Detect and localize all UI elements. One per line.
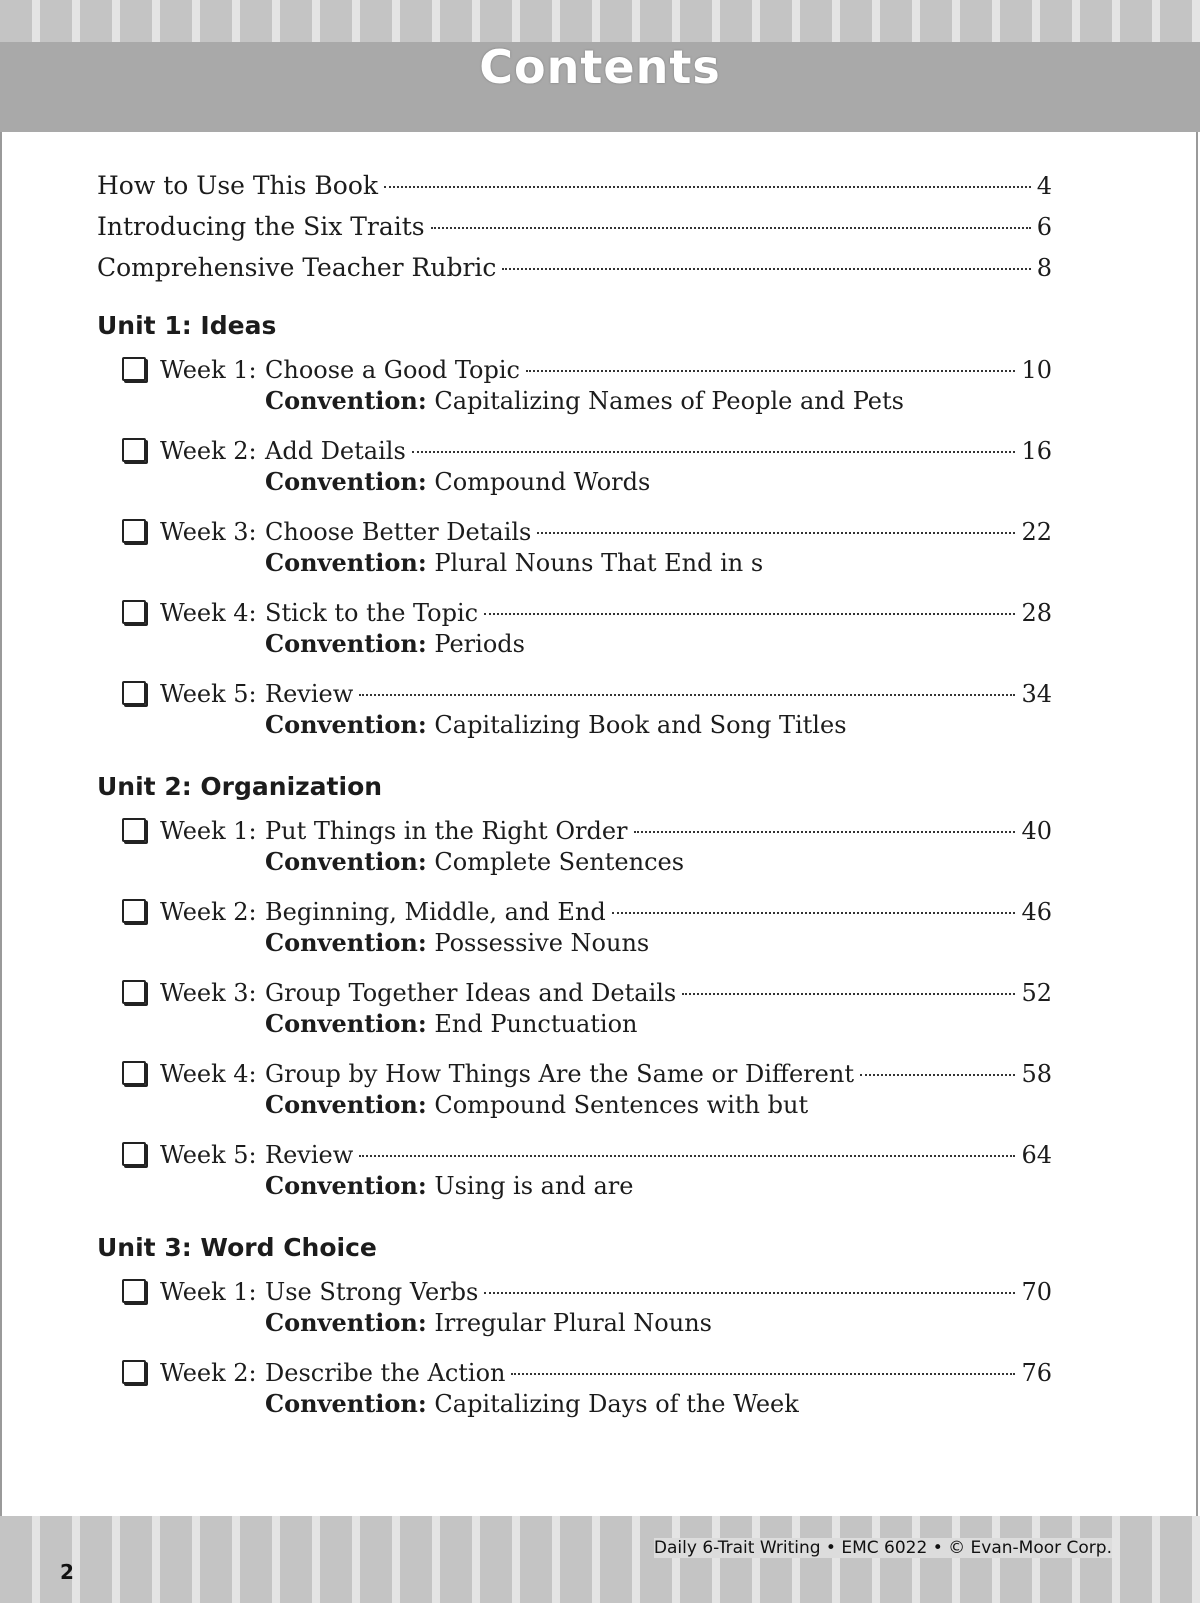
convention-label: Convention: (265, 629, 427, 658)
week-entry[interactable] (97, 1058, 1052, 1139)
convention-line (122, 1090, 1052, 1120)
week-title: Beginning, Middle, and End (265, 898, 606, 926)
dot-leader (359, 1155, 1015, 1157)
unit-heading: Unit 3: Word Choice (97, 1233, 377, 1262)
convention-label: Convention: (265, 1389, 427, 1418)
week-title: Review (265, 1141, 354, 1169)
week-checkbox[interactable] (122, 1279, 146, 1303)
week-title: Group by How Things Are the Same or Different (265, 1060, 854, 1088)
convention-text: Possessive Nouns (434, 929, 650, 957)
bottom-stripe-border (0, 1516, 1200, 1603)
dot-leader (537, 532, 1015, 534)
week-row (122, 678, 1052, 710)
week-checkbox[interactable] (122, 600, 146, 624)
convention-label: Convention: (265, 1171, 427, 1200)
week-entry[interactable] (97, 896, 1052, 977)
week-entry[interactable] (97, 516, 1052, 597)
convention-label: Convention: (265, 467, 427, 496)
week-checkbox[interactable] (122, 899, 146, 923)
convention-line (122, 710, 1052, 740)
week-row (122, 1357, 1052, 1389)
table-of-contents (97, 165, 1052, 1446)
week-checkbox[interactable] (122, 1142, 146, 1166)
week-checkbox[interactable] (122, 438, 146, 462)
convention-text: Compound Sentences with but (434, 1091, 809, 1119)
convention-line (122, 548, 1052, 578)
week-entry[interactable] (97, 597, 1052, 678)
week-row (122, 1139, 1052, 1171)
toc-entry-page: 8 (1036, 254, 1052, 282)
week-label: Week 5: (160, 680, 257, 708)
week-label: Week 2: (160, 898, 257, 926)
week-list (97, 354, 1052, 759)
unit-heading: Unit 2: Organization (97, 772, 383, 801)
convention-text: Complete Sentences (434, 848, 685, 876)
dot-leader (384, 186, 1031, 188)
top-stripe-border (0, 0, 1200, 42)
convention-label: Convention: (265, 1090, 427, 1119)
unit-section (97, 306, 1052, 759)
convention-label: Convention: (265, 847, 427, 876)
week-label: Week 1: (160, 356, 257, 384)
week-list (97, 815, 1052, 1220)
convention-line (122, 1009, 1052, 1039)
footer-page-number: 2 (60, 1560, 74, 1584)
week-row (122, 896, 1052, 928)
week-row (122, 516, 1052, 548)
page-title: Contents (479, 40, 721, 94)
week-label: Week 2: (160, 1359, 257, 1387)
week-page: 46 (1021, 898, 1052, 926)
convention-text: Capitalizing Names of People and Pets (434, 387, 904, 415)
week-label: Week 5: (160, 1141, 257, 1169)
dot-leader (526, 370, 1016, 372)
week-row (122, 435, 1052, 467)
dot-leader (860, 1074, 1015, 1076)
dot-leader (359, 694, 1015, 696)
dot-leader (484, 1292, 1015, 1294)
toc-entry[interactable] (97, 206, 1052, 247)
dot-leader (634, 831, 1016, 833)
week-page: 58 (1021, 1060, 1052, 1088)
week-page: 40 (1021, 817, 1052, 845)
week-list (97, 1276, 1052, 1438)
convention-label: Convention: (265, 386, 427, 415)
page-header (0, 42, 1200, 132)
toc-entry[interactable] (97, 165, 1052, 206)
convention-text: Capitalizing Book and Song Titles (434, 711, 847, 739)
dot-leader (412, 451, 1016, 453)
convention-text: Plural Nouns That End in s (434, 549, 764, 577)
week-label: Week 4: (160, 1060, 257, 1088)
convention-line (122, 629, 1052, 659)
dot-leader (502, 268, 1030, 270)
week-row (122, 1276, 1052, 1308)
convention-label: Convention: (265, 928, 427, 957)
toc-entry-title: Comprehensive Teacher Rubric (97, 253, 497, 282)
week-title: Choose a Good Topic (265, 356, 520, 384)
unit-section (97, 767, 1052, 1220)
week-row (122, 597, 1052, 629)
convention-line (122, 928, 1052, 958)
week-label: Week 4: (160, 599, 257, 627)
week-page: 64 (1021, 1141, 1052, 1169)
week-page: 16 (1021, 437, 1052, 465)
convention-text: Using is and are (434, 1172, 634, 1200)
dot-leader (484, 613, 1015, 615)
week-title: Stick to the Topic (265, 599, 479, 627)
week-label: Week 1: (160, 817, 257, 845)
week-checkbox[interactable] (122, 681, 146, 705)
week-entry[interactable] (97, 1276, 1052, 1357)
toc-entry-page: 4 (1036, 172, 1052, 200)
convention-line (122, 1171, 1052, 1201)
convention-text: Irregular Plural Nouns (434, 1309, 712, 1337)
week-title: Put Things in the Right Order (265, 817, 628, 845)
dot-leader (431, 227, 1031, 229)
unit-heading: Unit 1: Ideas (97, 311, 277, 340)
week-entry[interactable] (97, 678, 1052, 759)
week-checkbox[interactable] (122, 818, 146, 842)
convention-line (122, 1308, 1052, 1338)
toc-entry-page: 6 (1036, 213, 1052, 241)
week-entry[interactable] (97, 354, 1052, 435)
week-label: Week 3: (160, 979, 257, 1007)
week-label: Week 1: (160, 1278, 257, 1306)
week-row (122, 977, 1052, 1009)
footer-credit: Daily 6-Trait Writing • EMC 6022 • © Evan-Moor Corp. (653, 1538, 1112, 1558)
week-checkbox[interactable] (122, 1061, 146, 1085)
toc-entry-title: Introducing the Six Traits (97, 212, 425, 241)
convention-text: Periods (434, 630, 525, 658)
week-entry[interactable] (97, 815, 1052, 896)
week-page: 10 (1021, 356, 1052, 384)
week-title: Describe the Action (265, 1359, 506, 1387)
front-matter-list (97, 165, 1052, 288)
dot-leader (612, 912, 1016, 914)
week-entry[interactable] (97, 1139, 1052, 1220)
week-entry[interactable] (97, 435, 1052, 516)
week-title: Use Strong Verbs (265, 1278, 479, 1306)
week-page: 76 (1021, 1359, 1052, 1387)
convention-label: Convention: (265, 710, 427, 739)
convention-label: Convention: (265, 548, 427, 577)
week-entry[interactable] (97, 977, 1052, 1058)
week-checkbox[interactable] (122, 980, 146, 1004)
convention-line (122, 467, 1052, 497)
convention-line (122, 386, 1052, 416)
convention-text: End Punctuation (434, 1010, 638, 1038)
week-title: Group Together Ideas and Details (265, 979, 677, 1007)
convention-text: Compound Words (434, 468, 651, 496)
week-label: Week 2: (160, 437, 257, 465)
toc-entry-title: How to Use This Book (97, 171, 379, 200)
convention-text: Capitalizing Days of the Week (434, 1390, 799, 1418)
week-row (122, 815, 1052, 847)
week-title: Choose Better Details (265, 518, 532, 546)
week-page: 28 (1021, 599, 1052, 627)
unit-section (97, 1228, 1052, 1438)
week-checkbox[interactable] (122, 357, 146, 381)
week-row (122, 1058, 1052, 1090)
week-title: Review (265, 680, 354, 708)
dot-leader (682, 993, 1015, 995)
convention-label: Convention: (265, 1308, 427, 1337)
week-checkbox[interactable] (122, 1360, 146, 1384)
week-page: 52 (1021, 979, 1052, 1007)
week-title: Add Details (265, 437, 406, 465)
toc-entry[interactable] (97, 247, 1052, 288)
convention-label: Convention: (265, 1009, 427, 1038)
convention-line (122, 847, 1052, 877)
week-checkbox[interactable] (122, 519, 146, 543)
units-container (97, 306, 1052, 1438)
week-page: 34 (1021, 680, 1052, 708)
week-page: 70 (1021, 1278, 1052, 1306)
week-entry[interactable] (97, 1357, 1052, 1438)
week-page: 22 (1021, 518, 1052, 546)
week-label: Week 3: (160, 518, 257, 546)
convention-line (122, 1389, 1052, 1419)
dot-leader (511, 1373, 1015, 1375)
week-row (122, 354, 1052, 386)
